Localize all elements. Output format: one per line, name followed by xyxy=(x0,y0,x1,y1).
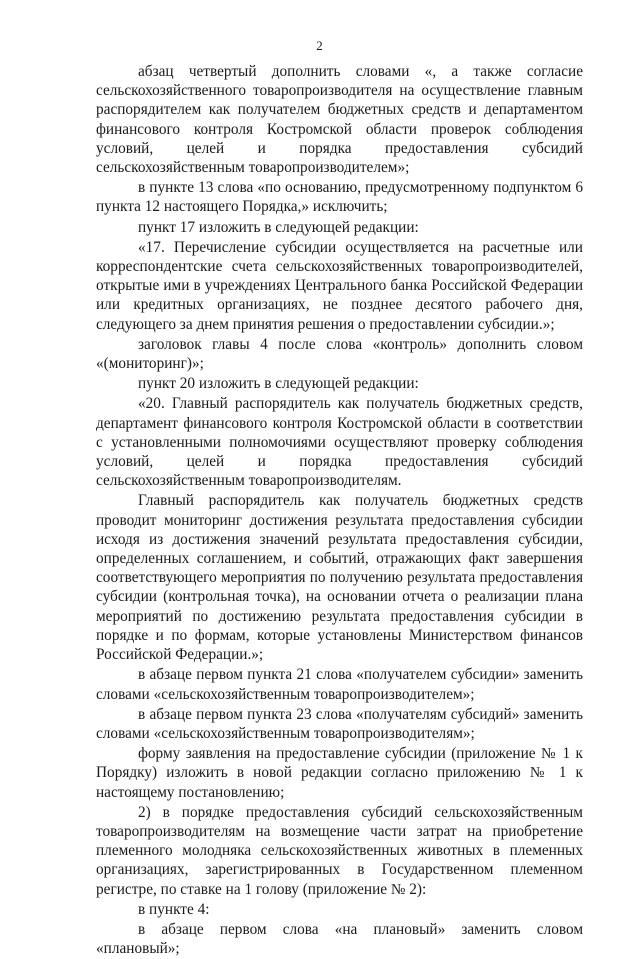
paragraph: в пункте 4: xyxy=(138,900,210,918)
paragraph: «20. Главный распорядитель как получатель бюджетных средств, департамент финансового контроля Костромской области в соответствии с установленными полномочиями осуществляют проверку соблюдения условий, целей и порядка предоставления субсидий сельскохозяйственным товаропроизводителям. xyxy=(96,395,583,490)
paragraph: 2) в порядке предоставления субсидий сельскохозяйственным товаропроизводителям на возмещение части затрат на приобретение племенного молодняка сельскохозяйственных животных в племенных организациях, зарегистрированных в Государственном племенном регистре, по ставке на 1 голову (приложение № 2): xyxy=(96,803,583,898)
paragraph: «17. Перечисление субсидии осуществляется на расчетные или корреспондентские счета сельскохозяйственных товаропроизводителей, открытые ими в учреждениях Центрального банка Российской Федерации или кредитных организациях, не позднее десятого рабочего дня, следующего за днем принятия решения о предоставлении субсидии.»; xyxy=(96,238,583,333)
paragraph: пункт 17 изложить в следующей редакции: xyxy=(138,218,419,236)
paragraph: абзац четвертый дополнить словами «, а также согласие сельскохозяйственного товаропроизводителя на осуществление главным распорядителем как получателем бюджетных средств и департаментом финансового контроля Костромской области проверок соблюдения условий, целей и порядка предоставления субсидий сельскохозяйственным товаропроизводителем»; xyxy=(96,63,583,177)
document-body xyxy=(96,62,583,959)
paragraph: Главный распорядитель как получатель бюджетных средств проводит мониторинг достижения результата предоставления субсидии исходя из достижения значений результата предоставления субсидии, определенных соглашением, и событий, отражающих факт завершения соответствующего мероприятия по получению результата предоставления субсидии (контрольная точка), на основании отчета о реализации плана мероприятий по достижению результата предоставления субсидии в порядке и по формам, которые установлены Министерством финансов Российской Федерации.»; xyxy=(96,492,583,664)
page-number: 2 xyxy=(316,38,323,53)
paragraph: в абзаце первом слова «на плановый» заменить словом «плановый»; xyxy=(96,920,583,958)
paragraph: в пункте 13 слова «по основанию, предусмотренному подпунктом 6 пункта 12 настоящего Порядка,» исключить; xyxy=(96,179,583,216)
paragraph: пункт 20 изложить в следующей редакции: xyxy=(138,375,419,393)
paragraph: заголовок главы 4 после слова «контроль» дополнить словом «(мониторинг)»; xyxy=(96,335,583,373)
paragraph: форму заявления на предоставление субсидии (приложение № 1 к Порядку) изложить в новой редакции согласно приложению № 1 к настоящему постановлению; xyxy=(96,745,583,801)
paragraph: в абзаце первом пункта 21 слова «получателем субсидии» заменить словами «сельскохозяйственным товаропроизводителем»; xyxy=(96,666,583,703)
paragraph: в абзаце первом пункта 23 слова «получателям субсидий» заменить словами «сельскохозяйственным товаропроизводителям»; xyxy=(96,705,583,742)
